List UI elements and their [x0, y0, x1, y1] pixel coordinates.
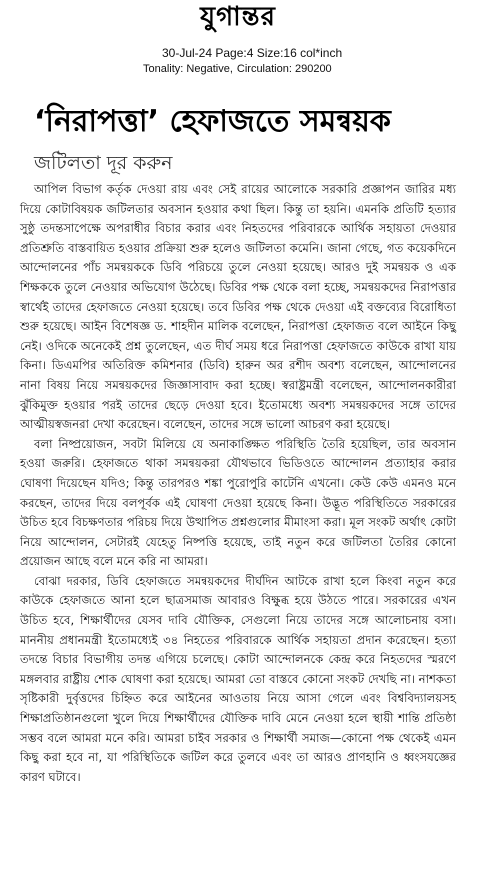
article-headline: ‘নিরাপত্তা’ হেফাজতে সমন্বয়ক — [34, 104, 391, 139]
article-subheadline: জটিলতা দূর করুন — [34, 152, 173, 174]
clip-tonality-circulation — [143, 62, 332, 76]
article-paragraph: বোঝা দরকার, ডিবি হেফাজতে সমন্বয়কদের দীর্ঘদিন আটকে রাখা হলে কিংবা নতুন করে কাউকে হেফাজতে আনা হলে ছাত্রসমাজ আবারও বিক্ষুব্ধ হয়ে উঠতে পারে। সরকারের এখন উচিত হবে, শিক্ষার্থীদের যেসব দাবি যৌক্তিক, সেগুলো নিয়ে তাদের সঙ্গে আলোচনায় বসা। মাননীয় প্রধানমন্ত্রী ইতোমধ্যেই ৩৪ নিহতের পরিবারকে আর্থিক সহায়তা প্রদান করেছেন। হত্যা তদন্তে বিচার বিভাগীয় তদন্ত এগিয়ে চলেছে। কোটা আন্দোলনকে কেন্দ্র করে নিহতদের স্মরণে মঙ্গলবার রাষ্ট্রীয় শোক ঘোষণা করা হয়েছে। আমরা তো বাস্তবে কোনো সংকট দেখছি না। নাশকতা সৃষ্টিকারী দুর্বৃত্তদের চিহ্নিত করে আইনের আওতায় নিয়ে আসা গেলে এবং বিশ্ববিদ্যালয়সহ শিক্ষাপ্রতিষ্ঠানগুলো খুলে দিয়ে শিক্ষার্থীদের যৌক্তিক দাবি মেনে নেওয়া হলে স্থায়ী শান্তি প্রতিষ্ঠা সম্ভব বলে আমরা মনে করি। আমরা চাইব সরকার ও শিক্ষার্থী সমাজ—কোনো পক্ষ থেকেই এমন কিছু করা হবে না, যা পরিস্থিতিকে জটিল করে তুলবে এবং তা আরও প্রাণহানি ও ধ্বংসযজ্ঞের কারণ ঘটাবে। — [20, 573, 456, 784]
clip-date-page-size: 30-Jul-24 Page:4 Size:16 col*inch — [162, 46, 343, 60]
tonality-label: Tonality: Negative, — [143, 63, 233, 75]
article-paragraph: আপিল বিভাগ কর্তৃক দেওয়া রায় এবং সেই রায়ের আলোকে সরকারি প্রজ্ঞাপন জারির মধ্য দিয়ে কোটাবিষয়ক জটিলতার অবসান হওয়ার কথা ছিল। কিন্তু তা হয়নি। এমনকি প্রতিটি হত্যার সুষ্ঠু তদন্তসাপেক্ষে অপরাধীর বিচার করার এবং নিহতদের পরিবারকে আর্থিক সহায়তা দেওয়ার প্রতিশ্রুতি বাস্তবায়িত হওয়ার প্রক্রিয়া শুরু হলেও জটিলতা কমেনি। জানা গেছে, গত কয়েকদিনে আন্দোলনের পাঁচ সমন্বয়ককে ডিবি পরিচয়ে তুলে নেওয়া হয়েছে। আরও দুই সমন্বয়ক ও এক শিক্ষককে তুলে নেওয়ার অভিযোগ উঠেছে। ডিবির পক্ষ থেকে বলা হচ্ছে, সমন্বয়কদের নিরাপত্তার স্বার্থেই তাদের হেফাজতে নেওয়া হয়েছে। তবে ডিবির পক্ষ থেকে দেওয়া এই বক্তব্যের বিরোধিতা শুরু হয়েছে। আইন বিশেষজ্ঞ ড. শাহদীন মালিক বলেছেন, নিরাপত্তা হেফাজত বলে আইনে কিছু নেই। ওদিকে অনেকেই প্রশ্ন তুলেছেন, এত দীর্ঘ সময় ধরে নিরাপত্তা হেফাজতে কাউকে রাখা যায় কিনা। ডিএমপির অতিরিক্ত কমিশনার (ডিবি) হারুন অর রশীদ অবশ্য বলেছেন, আন্দোলনের নানা বিষয় নিয়ে সমন্বয়কদের জিজ্ঞাসাবাদ করা হচ্ছে। স্বরাষ্ট্রমন্ত্রী বলেছেন, আন্দোলনকারীরা ঝুঁকিমুক্ত হওয়ার পরই তাদের ছেড়ে দেওয়া হবে। ইতোমধ্যে অবশ্য সমন্বয়কদের সঙ্গে তাদের আত্মীয়স্বজনরা দেখা করেছেন। বলেছেন, তাদের সঙ্গে ভালো আচরণ করা হয়েছে। — [20, 182, 456, 432]
masthead — [0, 0, 480, 32]
article-paragraph: বলা নিষ্প্রয়োজন, সবটা মিলিয়ে যে অনাকাঙ্ক্ষিত পরিস্থিতি তৈরি হয়েছিল, তার অবসান হওয়া জরুরি। হেফাজতে থাকা সমন্বয়করা যৌথভাবে ভিডিওতে আন্দোলন প্রত্যাহার করার ঘোষণা দিয়েছেন যদিও; কিন্তু তারপরও শঙ্কা পুরোপুরি কাটেনি এখনো। কেউ কেউ এমনও মনে করছেন, তাদের দিয়ে বলপূর্বক এই ঘোষণা দেওয়া হয়েছে কিনা। উদ্ভূত পরিস্থিতিতে সরকারের উচিত হবে বিচক্ষণতার পরিচয় দিয়ে উত্থাপিত প্রশ্নগুলোর মীমাংসা করা। মূল সংকট অর্থাৎ কোটা নিয়ে আন্দোলন, সেটারই যেহেতু নিষ্পত্তি হয়েছে, তাই নতুন করে জটিলতা তৈরির কোনো প্রয়োজন আছে বলে মনে করি না আমরা। — [20, 436, 456, 569]
newspaper-logo: যুগান্তর — [200, 2, 276, 32]
circulation-label: Circulation: 290200 — [236, 63, 332, 75]
article-body — [20, 180, 456, 787]
